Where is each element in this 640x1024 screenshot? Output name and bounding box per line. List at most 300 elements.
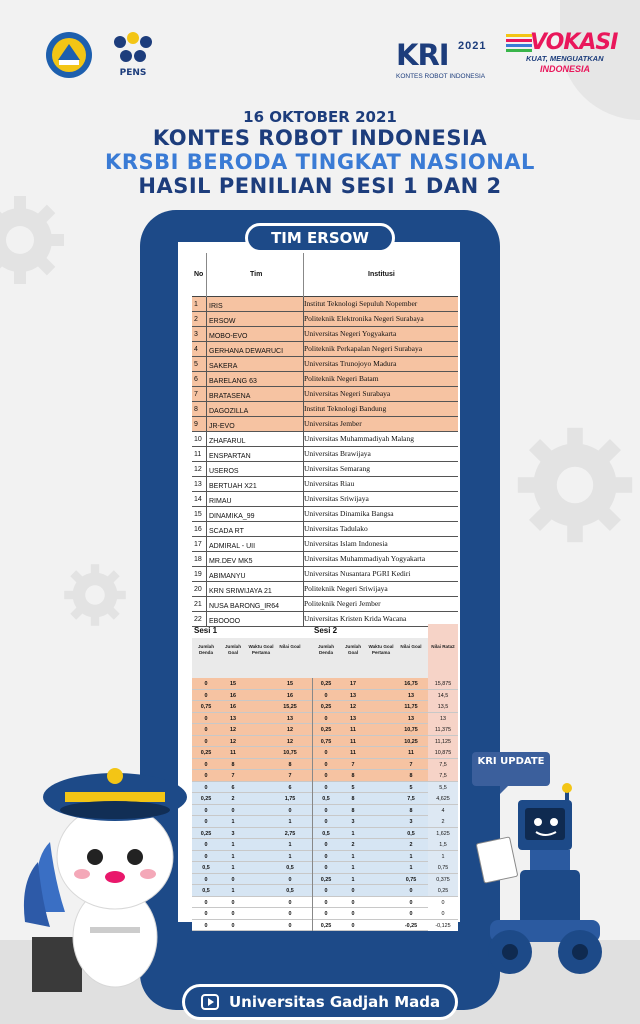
- score-cell: 12: [287, 727, 293, 733]
- team-row-institution: Universitas Riau: [304, 479, 355, 488]
- team-row-name: ABIMANYU: [209, 573, 246, 580]
- team-row: [192, 402, 458, 417]
- score-cell: 0: [351, 888, 355, 894]
- score-cell: 1: [288, 842, 292, 848]
- score-cell: 0: [324, 853, 328, 860]
- team-row-institution: Universitas Muhammadiyah Yogyakarta: [304, 554, 426, 563]
- score-cell: 16: [287, 692, 293, 699]
- team-row-no: 5: [194, 361, 198, 368]
- score-cell: 8: [288, 761, 292, 768]
- team-row-no: 13: [194, 481, 202, 488]
- score-cell: 0,5: [322, 830, 330, 837]
- score-cell: 0: [204, 876, 208, 883]
- score-cell: 0,75: [320, 738, 332, 745]
- score-cell: 1: [409, 853, 413, 860]
- team-row: [192, 597, 458, 612]
- score-cell: 0,25: [200, 830, 212, 837]
- team-row-institution: Universitas Muhammadiyah Malang: [304, 434, 414, 443]
- score-table-header: [192, 638, 458, 678]
- score-cell: 0: [288, 911, 292, 917]
- score-cell: 5,5: [428, 782, 458, 793]
- score-cell: 13: [350, 715, 356, 722]
- team-row-institution: Universitas Kristen Krida Wacana: [304, 614, 407, 623]
- pens-logo-text: PENS: [119, 68, 147, 78]
- header-tim: Tim: [250, 271, 263, 278]
- team-row: [192, 312, 458, 327]
- team-row-name: DAGOZILLA: [209, 408, 249, 415]
- team-row-no: 17: [194, 541, 202, 548]
- team-row: [192, 567, 458, 582]
- score-cell: 0: [351, 922, 355, 929]
- team-row-institution: Universitas Negeri Yogyakarta: [304, 329, 397, 338]
- team-row-name: ZHAFARUL: [209, 438, 246, 445]
- team-row-name: ENSPARTAN: [209, 453, 251, 460]
- score-cell: 1: [231, 888, 235, 894]
- team-row: [192, 477, 458, 492]
- team-row-no: 3: [194, 331, 198, 338]
- score-cell: 1: [428, 851, 458, 862]
- team-row: [192, 462, 458, 477]
- team-row-name: KRN SRIWIJAYA 21: [209, 588, 272, 595]
- team-row: [192, 507, 458, 522]
- score-cell: 0: [409, 888, 413, 894]
- score-row: [192, 920, 458, 932]
- score-header-cell: Jumlah Goal: [224, 644, 242, 655]
- play-icon: [201, 994, 219, 1010]
- team-row-institution: Politeknik Elektronika Negeri Surabaya: [304, 314, 424, 323]
- score-table-body: [192, 678, 458, 931]
- score-header-cell: Nilai Goal: [279, 644, 301, 649]
- score-cell: 0: [351, 899, 355, 906]
- score-header-cell: Waktu Goal Pertama: [368, 644, 394, 655]
- score-row: [192, 782, 458, 794]
- score-cell: 0: [324, 692, 328, 699]
- score-cell: 2,75: [284, 830, 296, 837]
- score-cell: 8: [409, 773, 413, 779]
- team-row-no: 11: [194, 451, 202, 458]
- kri-logo: [396, 38, 496, 90]
- team-row-name: MR.DEV MK5: [209, 558, 253, 565]
- score-cell: 0,375: [428, 874, 458, 885]
- score-cell: 7: [288, 773, 292, 779]
- score-cell: 0,25: [320, 922, 332, 929]
- score-cell: 0: [324, 715, 328, 722]
- score-cell: 0,75: [200, 704, 212, 710]
- score-cell: 0,25: [200, 796, 212, 802]
- score-cell: 0: [324, 750, 328, 756]
- team-row-name: SAKERA: [209, 363, 238, 370]
- score-header-cell: Waktu Goal Pertama: [248, 644, 274, 655]
- score-cell: 0: [324, 784, 328, 791]
- score-cell: 3: [409, 819, 413, 825]
- score-cell: 13: [287, 715, 293, 722]
- team-row-no: 7: [194, 391, 198, 398]
- score-cell: 0: [324, 911, 328, 917]
- score-cell: 0: [231, 899, 235, 906]
- vokasi-logo: [506, 30, 616, 76]
- team-row-name: ADMIRAL - UII: [209, 543, 256, 550]
- team-row: [192, 522, 458, 537]
- pens-logo-icon: [108, 30, 158, 68]
- score-cell: 11: [408, 750, 414, 756]
- score-cell: 10,75: [283, 750, 297, 756]
- team-row-no: 12: [194, 466, 202, 473]
- team-row: [192, 537, 458, 552]
- score-cell: 2: [231, 796, 235, 802]
- vokasi-stripes-icon: [506, 32, 532, 54]
- team-table-header: [192, 253, 458, 297]
- score-cell: 1: [351, 853, 355, 860]
- score-row: [192, 874, 458, 886]
- score-cell: 0: [288, 876, 292, 883]
- score-cell: 11: [230, 750, 236, 756]
- score-header-cell: Jumlah Goal: [344, 644, 362, 655]
- team-row-institution: Universitas Semarang: [304, 464, 371, 473]
- score-row: [192, 839, 458, 851]
- score-cell: 0: [231, 911, 235, 917]
- score-cell: 0: [324, 761, 328, 768]
- score-cell: 1,625: [428, 828, 458, 839]
- header: [0, 0, 640, 100]
- score-cell: 15,25: [283, 704, 297, 710]
- score-row: [192, 908, 458, 920]
- score-cell: 0,25: [320, 681, 332, 687]
- kri-logo-text: KRI: [396, 38, 449, 72]
- score-cell: 12: [230, 738, 236, 745]
- score-cell: 4,625: [428, 793, 458, 804]
- score-cell: 0: [409, 911, 413, 917]
- score-cell: 11: [350, 750, 356, 756]
- score-cell: 1: [231, 842, 235, 848]
- vokasi-logo-word: VOKASI: [530, 30, 618, 55]
- score-cell: 11,75: [404, 704, 418, 710]
- score-cell: 4: [428, 805, 458, 816]
- team-row-name: BARELANG 63: [209, 378, 257, 385]
- score-cell: 0,75: [405, 876, 417, 883]
- team-row-no: 10: [194, 436, 202, 443]
- score-cell: 3: [351, 819, 355, 825]
- team-row-institution: Politeknik Perkapalan Negeri Surabaya: [304, 344, 423, 353]
- score-cell: 0: [428, 897, 458, 908]
- score-cell: 0,5: [286, 888, 294, 894]
- team-row: [192, 387, 458, 402]
- score-cell: 8: [351, 796, 355, 802]
- score-cell: 7,5: [428, 759, 458, 770]
- score-cell: 1: [351, 830, 355, 837]
- team-row-name: USEROS: [209, 468, 239, 475]
- team-row-institution: Universitas Negeri Surabaya: [304, 389, 391, 398]
- team-row-name: SCADA RT: [209, 528, 244, 535]
- score-cell: 12: [287, 738, 293, 745]
- score-cell: 0: [231, 922, 235, 929]
- score-cell: 0: [324, 865, 328, 871]
- police-mascot-icon: [20, 752, 190, 992]
- team-row-no: 15: [194, 511, 202, 518]
- vokasi-tagline: KUAT, MENGUATKAN: [526, 54, 604, 63]
- team-row: [192, 297, 458, 312]
- score-row: [192, 736, 458, 748]
- gear-decoration-right: [510, 420, 640, 550]
- score-row: [192, 678, 458, 690]
- team-row-institution: Politeknik Negeri Sriwijaya: [304, 584, 388, 593]
- team-row-name: BERTUAH X21: [209, 483, 257, 490]
- team-row: [192, 582, 458, 597]
- vokasi-tagline-indonesia: INDONESIA: [540, 64, 591, 74]
- team-row-no: 20: [194, 586, 202, 593]
- score-cell: 8: [409, 807, 413, 814]
- team-row-institution: Universitas Dinamika Bangsa: [304, 509, 394, 518]
- score-cell: 10,875: [428, 747, 458, 758]
- score-cell: 0,25: [200, 750, 212, 756]
- score-cell: 13: [408, 692, 414, 699]
- team-row-institution: Universitas Islam Indonesia: [304, 539, 388, 548]
- kemdikbud-logo-icon: [44, 30, 94, 80]
- score-cell: 1,5: [428, 839, 458, 850]
- score-cell: 0: [204, 899, 208, 906]
- event-date: 16 OKTOBER 2021: [243, 108, 397, 126]
- score-cell: 16: [230, 692, 236, 699]
- score-cell: 2: [428, 816, 458, 827]
- team-row-institution: Politeknik Negeri Batam: [304, 374, 379, 383]
- score-cell: 0: [204, 738, 208, 745]
- score-cell: 1: [351, 865, 355, 871]
- score-cell: 2: [409, 842, 413, 848]
- score-row: [192, 701, 458, 713]
- team-row-no: 14: [194, 496, 202, 503]
- gear-decoration-left: [0, 190, 70, 290]
- title-kontes: KONTES ROBOT INDONESIA: [152, 126, 488, 150]
- score-cell: 0: [204, 922, 208, 929]
- score-cell: 15: [230, 681, 236, 687]
- score-row: [192, 816, 458, 828]
- score-cell: 0,5: [286, 865, 294, 871]
- score-cell: 0: [204, 784, 208, 791]
- team-row-name: GERHANA DEWARUCI: [209, 348, 284, 355]
- score-cell: 11,375: [428, 724, 458, 735]
- title-krsbi: KRSBI BERODA TINGKAT NASIONAL: [105, 150, 535, 174]
- score-cell: 3: [231, 830, 235, 837]
- session-2-label: Sesi 2: [314, 626, 338, 635]
- team-row-name: NUSA BARONG_IR64: [209, 603, 280, 610]
- team-row: [192, 342, 458, 357]
- team-row: [192, 552, 458, 567]
- score-cell: 1: [288, 853, 292, 860]
- score-cell: 0: [204, 807, 208, 814]
- score-cell: 7: [409, 761, 413, 768]
- score-cell: 0: [288, 807, 292, 814]
- team-row-no: 19: [194, 571, 202, 578]
- score-cell: 11: [350, 738, 356, 745]
- header-institusi: Institusi: [368, 271, 395, 278]
- kri-update-bubble: KRI UPDATE: [472, 752, 550, 786]
- score-cell: 0: [204, 853, 208, 860]
- team-row-no: 4: [194, 346, 198, 353]
- score-cell: 6: [288, 784, 292, 791]
- score-header-cell: Nilai Goal: [400, 644, 422, 649]
- score-cell: 13: [428, 713, 458, 724]
- team-row-institution: Universitas Sriwijaya: [304, 494, 369, 503]
- score-cell: 8: [231, 761, 235, 768]
- score-cell: 15,875: [428, 678, 458, 689]
- score-table: [192, 624, 458, 931]
- header-no: No: [194, 271, 204, 278]
- score-cell: 0: [324, 888, 328, 894]
- pens-logo: [108, 30, 158, 78]
- score-cell: 0,75: [428, 862, 458, 873]
- gear-decoration-bottom-left: [60, 560, 130, 630]
- score-row: [192, 770, 458, 782]
- footer-pill: [182, 984, 458, 1020]
- team-row-no: 21: [194, 601, 202, 608]
- score-cell: 0: [204, 773, 208, 779]
- score-cell: 2: [351, 842, 355, 848]
- team-row-institution: Universitas Nusantara PGRI Kediri: [304, 569, 411, 578]
- score-cell: 5: [409, 784, 413, 791]
- score-cell: 0: [204, 819, 208, 825]
- score-cell: 0: [204, 761, 208, 768]
- team-row-name: BRATASENA: [209, 393, 251, 400]
- score-cell: 14,5: [428, 690, 458, 701]
- score-header-cell: Nilai Rata2: [431, 644, 455, 649]
- score-cell: 5: [351, 784, 355, 791]
- score-cell: 0,5: [407, 830, 415, 837]
- score-cell: 0: [324, 807, 328, 814]
- score-cell: 0,25: [320, 876, 332, 883]
- title-hasil: HASIL PENILIAN SESI 1 DAN 2: [138, 174, 502, 198]
- robot-mascot-icon: [470, 780, 610, 980]
- score-cell: 0,5: [202, 888, 210, 894]
- score-cell: 0: [204, 842, 208, 848]
- score-cell: 0: [288, 899, 292, 906]
- score-cell: 7: [351, 761, 355, 768]
- score-cell: 0: [428, 908, 458, 919]
- kri-logo-subtitle: KONTES ROBOT INDONESIA: [396, 73, 486, 80]
- score-cell: 0: [324, 842, 328, 848]
- score-cell: 13: [230, 715, 236, 722]
- team-row-institution: Universitas Trunojoyo Madura: [304, 359, 397, 368]
- score-cell: 8: [351, 773, 355, 779]
- score-cell: 16,75: [404, 681, 418, 687]
- score-header-cell: Jumlah Denda: [317, 644, 335, 655]
- team-row-institution: Institut Teknologi Sepuluh Nopember: [304, 299, 418, 308]
- team-row-name: RIMAU: [209, 498, 232, 505]
- score-cell: 1: [231, 865, 235, 871]
- team-row-no: 16: [194, 526, 202, 533]
- score-cell: 0,5: [202, 865, 210, 871]
- score-cell: 0: [204, 911, 208, 917]
- score-row: [192, 828, 458, 840]
- team-row-no: 1: [194, 301, 198, 308]
- score-cell: -0,25: [404, 922, 418, 929]
- team-row-institution: Universitas Brawijaya: [304, 449, 371, 458]
- session-labels: [192, 624, 458, 638]
- score-row: [192, 862, 458, 874]
- score-cell: 0: [204, 681, 208, 687]
- team-row: [192, 447, 458, 462]
- score-cell: 6: [231, 784, 235, 791]
- score-row: [192, 690, 458, 702]
- score-cell: 7: [231, 773, 235, 779]
- score-row: [192, 885, 458, 897]
- score-cell: 0,5: [322, 796, 330, 802]
- team-row: [192, 327, 458, 342]
- score-cell: 15: [287, 681, 293, 687]
- score-cell: 7,5: [407, 796, 415, 802]
- score-cell: 13: [350, 692, 356, 699]
- score-row: [192, 851, 458, 863]
- score-cell: 12: [350, 704, 356, 710]
- score-row: [192, 724, 458, 736]
- score-header-cell: Jumlah Denda: [197, 644, 215, 655]
- score-cell: 0: [204, 692, 208, 699]
- team-row-name: JR-EVO: [209, 423, 235, 430]
- score-cell: 0: [324, 899, 328, 906]
- score-cell: 0: [288, 922, 292, 929]
- score-cell: 7,5: [428, 770, 458, 781]
- score-cell: 0: [204, 715, 208, 722]
- score-cell: 10,25: [404, 738, 418, 745]
- score-cell: 1: [409, 865, 413, 871]
- score-cell: 12: [230, 727, 236, 733]
- score-cell: 0: [231, 876, 235, 883]
- score-cell: 16: [230, 704, 236, 710]
- score-cell: 0: [324, 773, 328, 779]
- team-row-no: 9: [194, 421, 198, 428]
- team-row-name: MOBO-EVO: [209, 333, 248, 340]
- team-row: [192, 417, 458, 432]
- team-row-institution: Universitas Jember: [304, 419, 362, 428]
- score-row: [192, 713, 458, 725]
- score-cell: -0,125: [428, 920, 458, 931]
- score-cell: 0: [231, 807, 235, 814]
- score-row: [192, 805, 458, 817]
- team-row: [192, 372, 458, 387]
- score-cell: 0: [351, 911, 355, 917]
- team-row-name: DINAMIKA_99: [209, 513, 255, 520]
- team-row-no: 8: [194, 406, 198, 413]
- score-cell: 10,75: [404, 727, 418, 733]
- score-cell: 1: [231, 819, 235, 825]
- score-cell: 0,25: [320, 727, 332, 733]
- team-row-no: 22: [194, 616, 202, 623]
- score-cell: 8: [351, 807, 355, 814]
- team-table: [192, 253, 458, 625]
- team-row-institution: Universitas Tadulako: [304, 524, 368, 533]
- score-cell: 0: [409, 899, 413, 906]
- score-cell: 11: [350, 727, 356, 733]
- score-cell: 13: [408, 715, 414, 722]
- team-row-no: 18: [194, 556, 202, 563]
- score-row: [192, 747, 458, 759]
- score-row: [192, 897, 458, 909]
- team-row: [192, 492, 458, 507]
- team-pill: TIM ERSOW: [245, 223, 395, 253]
- team-row-name: IRIS: [209, 303, 223, 310]
- team-row: [192, 432, 458, 447]
- footer-university: Universitas Gadjah Mada: [229, 993, 441, 1011]
- score-cell: 13,5: [428, 701, 458, 712]
- score-cell: 0,25: [320, 704, 332, 710]
- team-row-institution: Institut Teknologi Bandung: [304, 404, 387, 413]
- session-1-label: Sesi 1: [194, 626, 218, 635]
- score-cell: 1: [351, 876, 355, 883]
- score-cell: 0,25: [428, 885, 458, 896]
- score-row: [192, 793, 458, 805]
- team-row-name: ERSOW: [209, 318, 236, 325]
- team-row-no: 6: [194, 376, 198, 383]
- team-table-body: [192, 297, 458, 627]
- score-cell: 1: [231, 853, 235, 860]
